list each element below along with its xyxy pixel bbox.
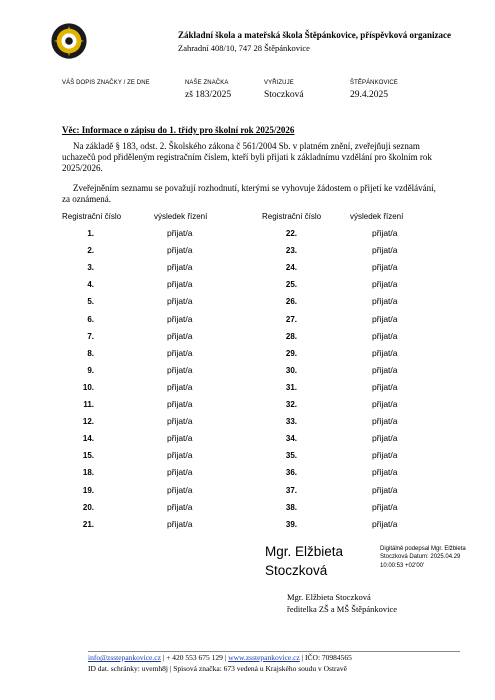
our-ref-value: zš 183/2025 — [185, 90, 232, 100]
registration-number: 9. — [87, 366, 94, 375]
result-value: přijat/a — [372, 399, 398, 409]
registration-number: 19. — [82, 486, 94, 495]
result-value: přijat/a — [167, 502, 193, 512]
registration-number: 7. — [87, 332, 94, 341]
column-header-reg-number: Registrační číslo — [62, 212, 122, 221]
registration-number: 10. — [82, 383, 94, 392]
footer-divider — [88, 651, 460, 652]
column-header-result: výsledek řízení — [350, 212, 404, 221]
result-value: přijat/a — [372, 262, 398, 272]
file-mark: Spisová značka: 673 vedená u Krajského soudu v Ostravě — [173, 664, 347, 673]
website-link[interactable]: www.zsstepankovice.cz — [228, 653, 300, 662]
registration-number: 29. — [285, 349, 297, 358]
registration-number: 15. — [82, 451, 94, 460]
footer-separator: | — [162, 653, 167, 662]
result-value: přijat/a — [167, 279, 193, 289]
registration-number: 38. — [285, 503, 297, 512]
handled-by-value: Stoczková — [264, 90, 304, 100]
column-header-result: výsledek řízení — [154, 212, 208, 221]
result-value: přijat/a — [372, 331, 398, 341]
phone-number: + 420 553 675 129 — [166, 653, 223, 662]
result-value: přijat/a — [167, 467, 193, 477]
result-value: přijat/a — [167, 262, 193, 272]
registration-number: 26. — [285, 297, 297, 306]
registration-number: 30. — [285, 366, 297, 375]
result-value: přijat/a — [372, 279, 398, 289]
registration-number: 35. — [285, 451, 297, 460]
registration-number: 21. — [82, 520, 94, 529]
registration-number: 34. — [285, 434, 297, 443]
result-value: přijat/a — [167, 331, 193, 341]
result-value: přijat/a — [372, 450, 398, 460]
result-value: přijat/a — [167, 296, 193, 306]
result-value: přijat/a — [167, 450, 193, 460]
date-value: 29.4.2025 — [350, 90, 388, 100]
result-value: přijat/a — [372, 245, 398, 255]
registration-number: 4. — [87, 280, 94, 289]
footer-registry-line — [88, 664, 347, 673]
registration-number: 36. — [285, 468, 297, 477]
result-value: přijat/a — [167, 348, 193, 358]
registration-number: 6. — [87, 315, 94, 324]
data-box-id: ID dat. schránky: uvemh8j — [88, 664, 168, 673]
signatory-name: Mgr. Elžbieta Stoczková — [287, 592, 371, 602]
result-value: přijat/a — [372, 416, 398, 426]
result-value: přijat/a — [372, 519, 398, 529]
result-value: přijat/a — [372, 348, 398, 358]
body-paragraph: Na základě § 183, odst. 2. Školského zákona č 561/2004 Sb. v platném znění, zveřejňuji seznam uchazečů pod přiděleným registračním číslem, kteří byli přijati k základnímu vzdělání pro školním rok 2025/2026. — [62, 141, 432, 173]
registration-number: 20. — [82, 503, 94, 512]
registration-number: 2. — [87, 246, 94, 255]
result-value: přijat/a — [167, 314, 193, 324]
registration-number: 11. — [83, 400, 94, 409]
column-header-reg-number: Registrační číslo — [262, 212, 322, 221]
result-value: přijat/a — [372, 228, 398, 238]
registration-number: 3. — [87, 263, 94, 272]
registration-number: 8. — [87, 349, 94, 358]
school-name: Základní škola a mateřská škola Štěpánkovice, příspěvková organizace — [178, 30, 452, 40]
result-value: přijat/a — [167, 228, 193, 238]
subject-line: Věc: Informace o zápisu do 1. třídy pro školní rok 2025/2026 — [62, 125, 295, 135]
email-link[interactable]: info@zsstepankovice.cz — [88, 653, 161, 662]
footer-separator: | — [301, 653, 306, 662]
result-value: přijat/a — [372, 296, 398, 306]
registration-number: 5. — [87, 297, 94, 306]
registration-number: 24. — [285, 263, 297, 272]
result-value: přijat/a — [167, 433, 193, 443]
result-value: přijat/a — [372, 382, 398, 392]
result-value: přijat/a — [167, 519, 193, 529]
result-value: přijat/a — [167, 485, 193, 495]
registration-number: 14. — [82, 434, 94, 443]
registration-number: 37. — [285, 486, 297, 495]
registration-number: 33. — [285, 417, 297, 426]
result-value: přijat/a — [167, 382, 193, 392]
registration-number: 22. — [285, 229, 297, 238]
result-value: přijat/a — [167, 245, 193, 255]
result-value: přijat/a — [372, 314, 398, 324]
result-value: přijat/a — [372, 433, 398, 443]
result-value: přijat/a — [167, 399, 193, 409]
signatory-role: ředitelka ZŠ a MŠ Štěpánkovice — [287, 604, 398, 614]
signature-name-large: Mgr. Elžbieta Stoczková — [265, 544, 344, 578]
footer-separator: | — [169, 664, 174, 673]
handled-by-label: VYŘIZUJE — [264, 80, 294, 86]
registration-number: 1. — [87, 229, 94, 238]
footer-separator: | — [224, 653, 229, 662]
registration-number: 39. — [285, 520, 297, 529]
school-address: Zahradní 408/10, 747 28 Štěpánkovice — [178, 43, 310, 53]
result-value: přijat/a — [372, 365, 398, 375]
digital-signature-note: Digitálně podepsal Mgr. Elžbieta Stoczková Datum: 2025.04.29 10:00:53 +02'00' — [380, 546, 466, 569]
result-value: přijat/a — [167, 365, 193, 375]
registration-number: 32. — [285, 400, 297, 409]
result-value: přijat/a — [372, 502, 398, 512]
registration-number: 31. — [285, 383, 297, 392]
result-value: přijat/a — [167, 416, 193, 426]
your-letter-label: VÁŠ DOPIS ZNAČKY / ZE DNE — [62, 80, 150, 86]
place-label: ŠTĚPÁNKOVICE — [350, 80, 398, 86]
registration-number: 25. — [285, 280, 297, 289]
registration-number: 12. — [82, 417, 94, 426]
school-logo — [50, 22, 88, 60]
footer-contact-line — [88, 653, 352, 662]
result-value: přijat/a — [372, 485, 398, 495]
registration-number: 18. — [82, 468, 94, 477]
registration-number: 28. — [285, 332, 297, 341]
body-paragraph: Zveřejněním seznamu se považují rozhodnutí, kterými se vyhovuje žádostem o přijetí ke vzdělávání, za oznámená. — [62, 183, 436, 204]
result-value: přijat/a — [372, 467, 398, 477]
our-ref-label: NAŠE ZNAČKA — [185, 80, 229, 86]
ico-number: IČO: 70984565 — [305, 653, 352, 662]
registration-number: 27. — [285, 315, 297, 324]
registration-number: 23. — [285, 246, 297, 255]
